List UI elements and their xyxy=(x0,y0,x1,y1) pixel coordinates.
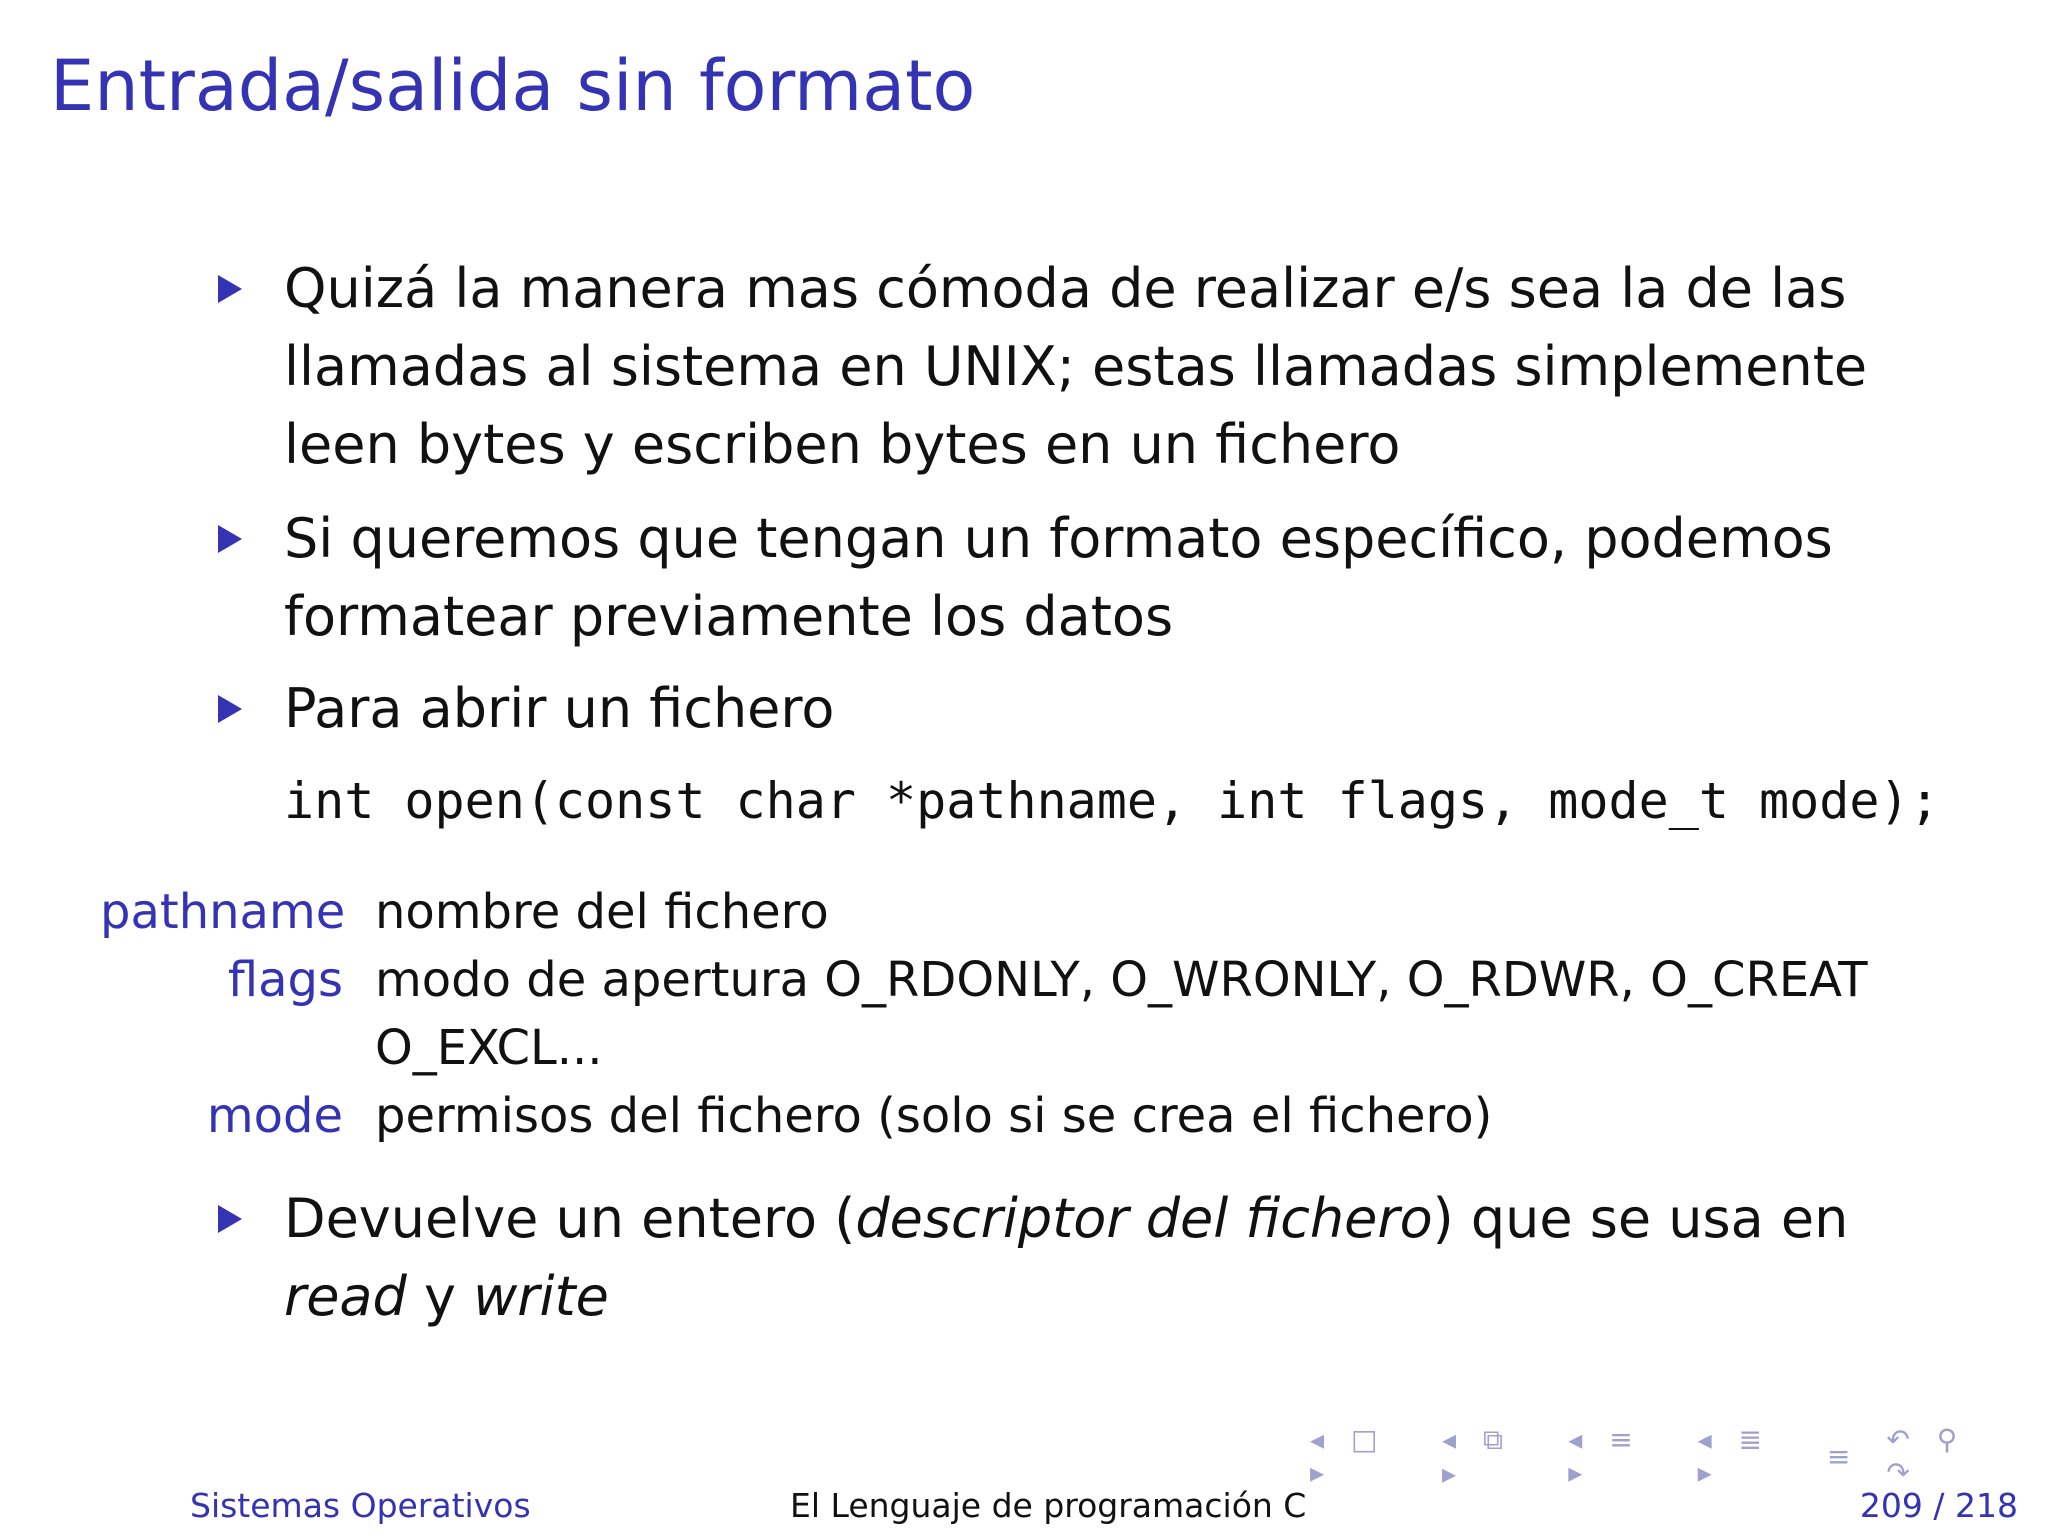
footer-page-number: 209 / 218 xyxy=(1859,1486,2018,1525)
slide-title: Entrada/salida sin formato xyxy=(50,45,976,127)
definition-term: flags xyxy=(227,952,343,1008)
beamer-navigation-bar xyxy=(1310,1422,2030,1490)
bullet-text-italic: read xyxy=(284,1265,407,1328)
bullet-item xyxy=(218,1180,1978,1336)
nav-toc-next-icon[interactable]: ▸ xyxy=(1697,1456,1712,1489)
nav-section-prev-icon[interactable]: ◂ xyxy=(1568,1423,1583,1456)
nav-toc-group xyxy=(1698,1423,1809,1489)
footer-topic: El Lenguaje de programación C xyxy=(790,1486,1307,1525)
nav-frame-next-icon[interactable]: ▸ xyxy=(1310,1456,1325,1489)
definition-description: permisos del fichero (solo si se crea el fichero) xyxy=(375,1088,1493,1144)
bullet-item xyxy=(218,670,1978,836)
bullet-item xyxy=(218,250,1978,484)
nav-align-group xyxy=(1827,1440,1868,1473)
bullet-triangle-icon xyxy=(218,1205,242,1233)
nav-redo-icon[interactable]: ↷ xyxy=(1886,1456,1910,1489)
nav-frame-icon[interactable]: □ xyxy=(1350,1423,1378,1456)
nav-undo-icon[interactable]: ↶ xyxy=(1886,1423,1910,1456)
footer-course: Sistemas Operativos xyxy=(190,1486,531,1525)
definition-row xyxy=(100,1082,1900,1150)
bullet-text-italic: descriptor del fichero xyxy=(855,1187,1433,1250)
nav-frame-group xyxy=(1310,1423,1424,1489)
nav-section-group xyxy=(1568,1423,1679,1489)
definition-list xyxy=(100,878,1900,1150)
definition-term: mode xyxy=(206,1088,343,1144)
bullet-triangle-icon xyxy=(218,525,242,553)
nav-subsection-group xyxy=(1442,1423,1550,1490)
definition-row xyxy=(100,946,1900,1082)
bullet-text: Quizá la manera mas cómoda de realizar e/s sea la de las llamadas al sistema en UNIX; estas llamadas simplemente leen bytes y escriben bytes en un fichero xyxy=(284,257,1868,476)
bullet-list xyxy=(218,250,1978,836)
nav-toc-prev-icon[interactable]: ◂ xyxy=(1697,1423,1712,1456)
bullet-text-part: y xyxy=(406,1265,474,1328)
nav-align-icon[interactable]: ≡ xyxy=(1826,1439,1851,1473)
definition-description: modo de apertura O_RDONLY, O_WRONLY, O_RDWR, O_CREAT O_EXCL... xyxy=(375,952,1868,1076)
definition-description: nombre del fichero xyxy=(375,884,829,940)
bullet-text-italic: write xyxy=(473,1265,609,1328)
bullet-triangle-icon xyxy=(218,275,242,303)
bullet-text-part: Devuelve un entero ( xyxy=(284,1187,856,1250)
nav-search-group xyxy=(1886,1423,2012,1489)
code-signature: int open(const char *pathname, int flags, mode_t mode); xyxy=(284,772,1940,830)
bullet-item xyxy=(218,500,1978,656)
definition-row xyxy=(100,878,1900,946)
bullet-text-part: ) que se usa en xyxy=(1432,1187,1849,1250)
nav-subsection-prev-icon[interactable]: ◂ xyxy=(1442,1422,1457,1456)
bullet-triangle-icon xyxy=(218,695,242,723)
definition-term: pathname xyxy=(100,884,346,940)
bullet-text: Si queremos que tengan un formato específico, podemos formatear previamente los datos xyxy=(284,507,1833,648)
bullet-list-final xyxy=(218,1180,1978,1336)
nav-frame-prev-icon[interactable]: ◂ xyxy=(1310,1423,1325,1456)
nav-subsection-icon[interactable]: ⧉ xyxy=(1483,1422,1503,1456)
nav-subsection-next-icon[interactable]: ▸ xyxy=(1442,1456,1457,1490)
nav-section-next-icon[interactable]: ▸ xyxy=(1568,1456,1583,1489)
nav-toc-icon[interactable]: ≣ xyxy=(1738,1423,1762,1456)
nav-zoom-icon[interactable]: ⚲ xyxy=(1936,1423,1958,1456)
bullet-text: Para abrir un fichero xyxy=(284,677,835,740)
nav-section-icon[interactable]: ≡ xyxy=(1609,1423,1633,1456)
